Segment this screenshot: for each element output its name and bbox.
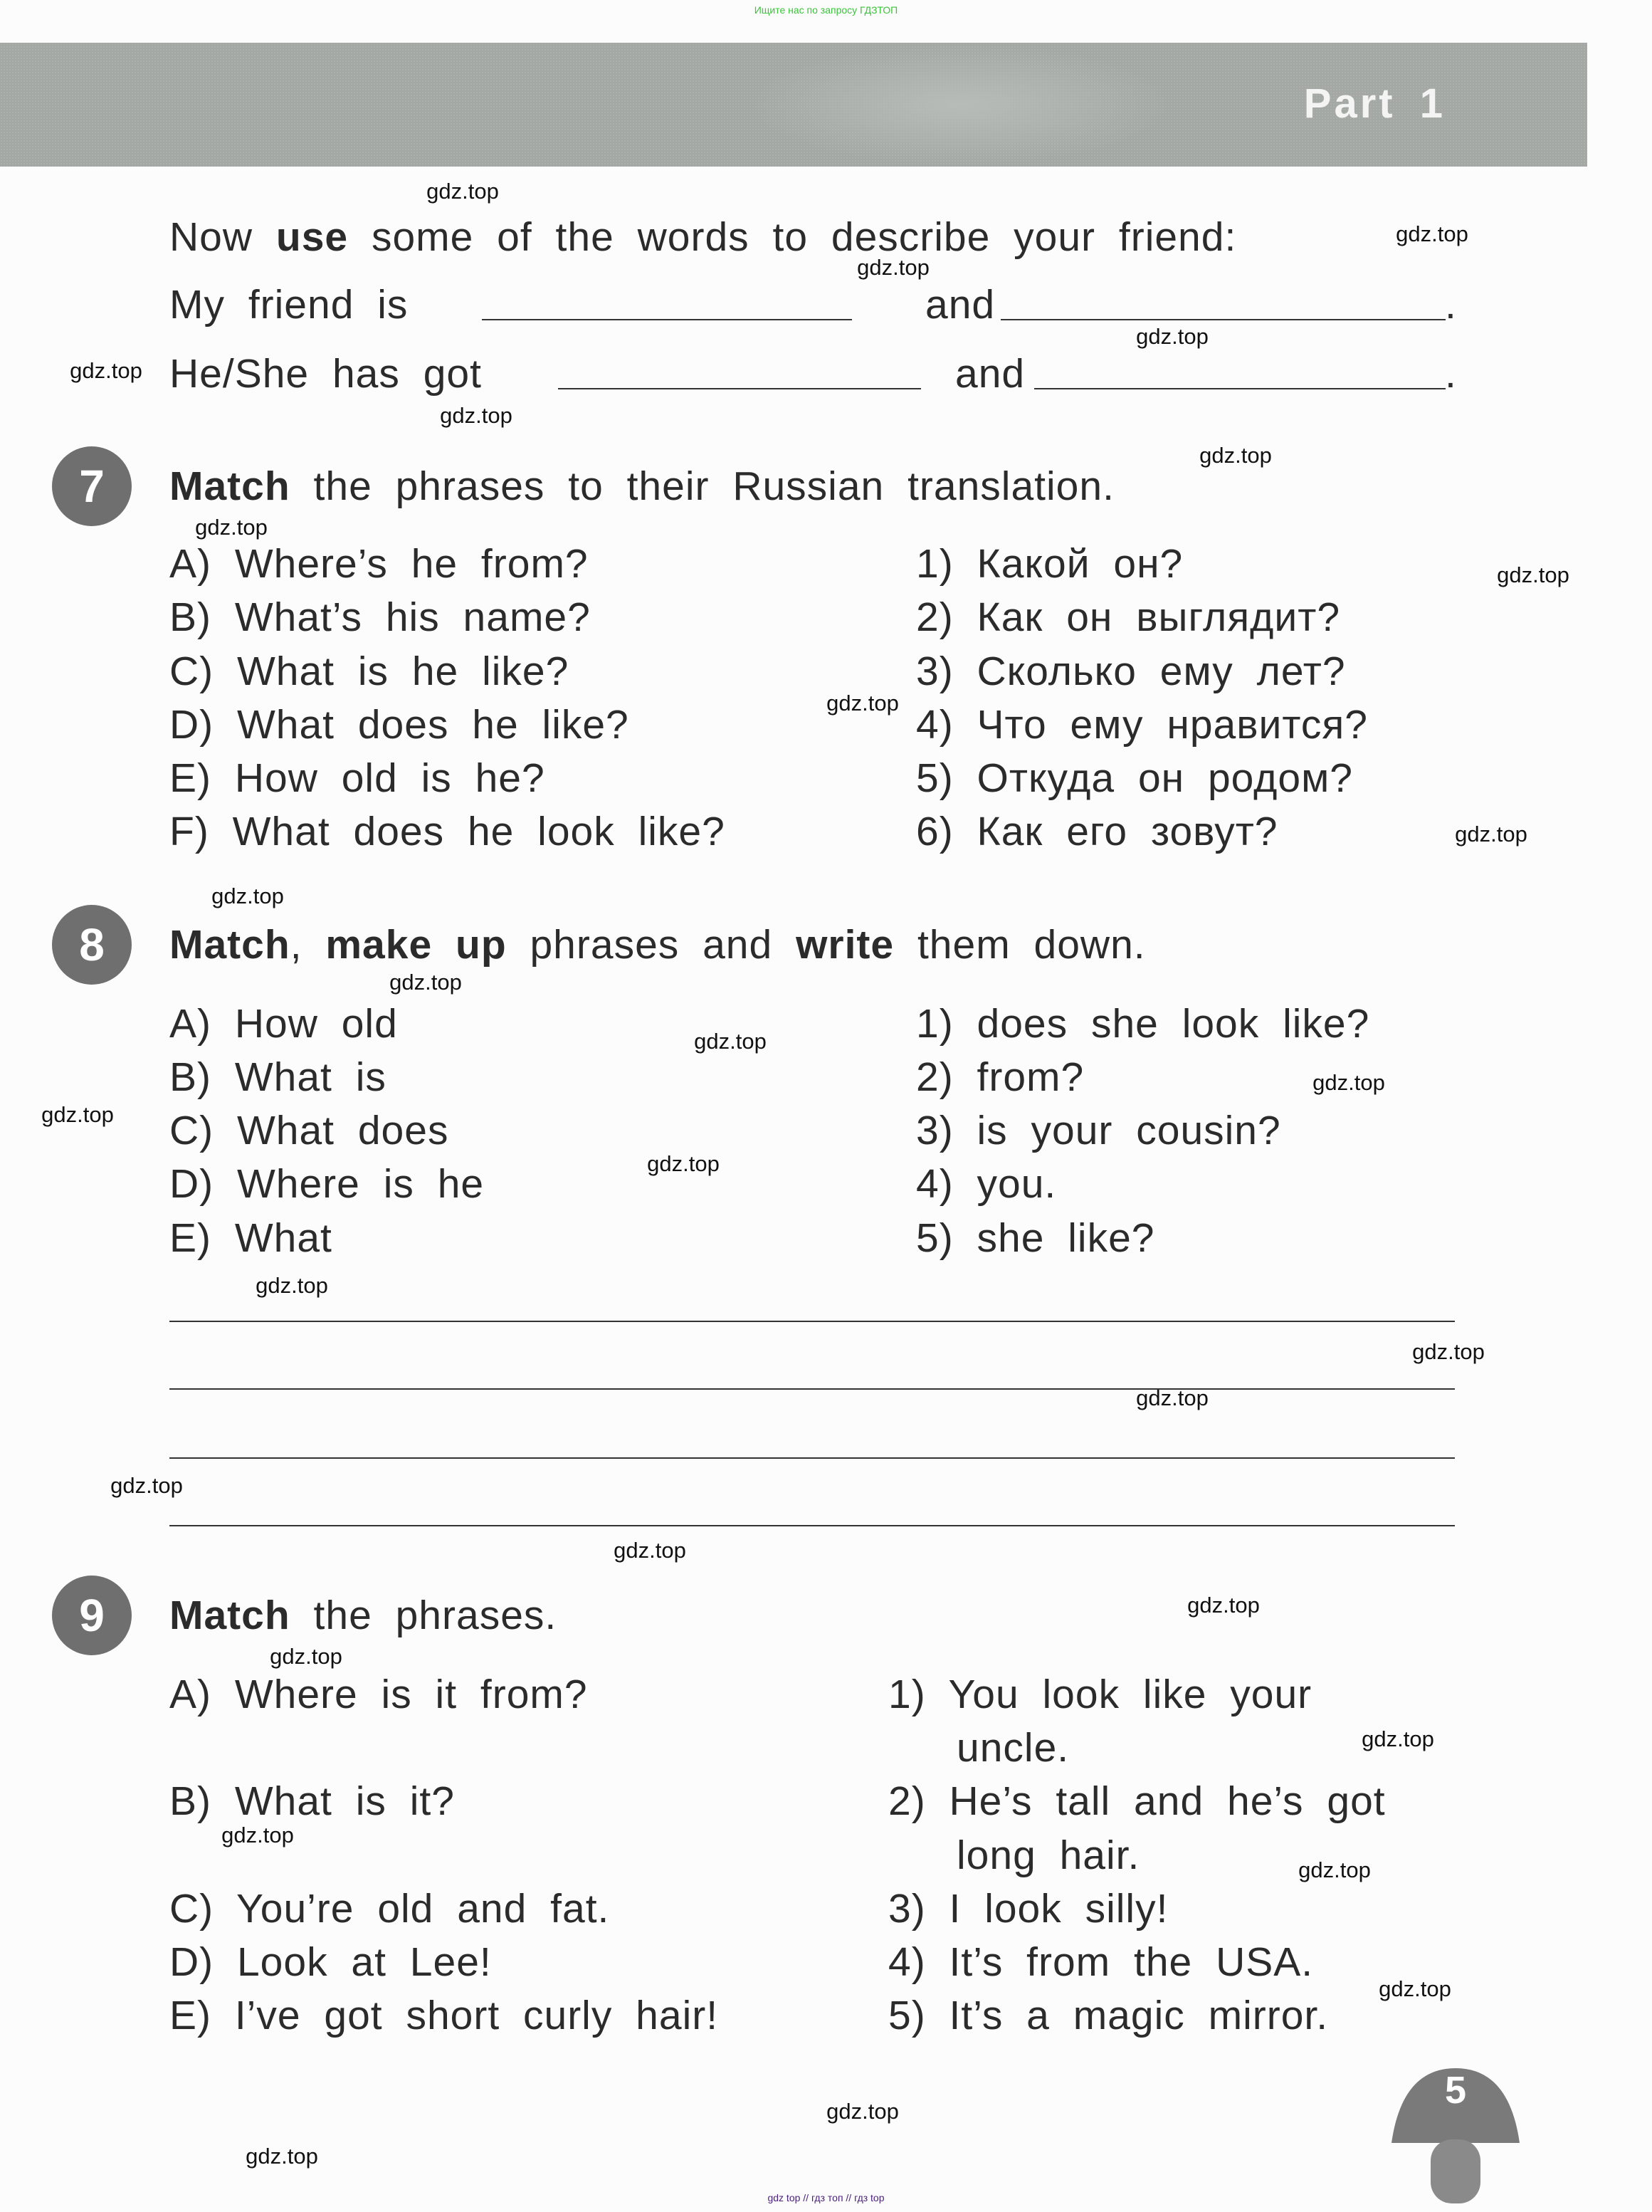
ex8-right-item: 2) from? (916, 1054, 1085, 1100)
ex8-left-item: C) What does (169, 1108, 449, 1153)
watermark: gdz.top (256, 1273, 328, 1298)
watermark: gdz.top (1412, 1339, 1485, 1364)
text: the phrases to their Russian translation. (313, 463, 1115, 509)
bold-text: use (275, 214, 349, 260)
ex9-left-item: C) You’re old and fat. (169, 1886, 610, 1931)
ex9-left-item: D) Look at Lee! (169, 1939, 492, 1985)
watermark: gdz.top (614, 1538, 686, 1563)
writing-line[interactable] (169, 1525, 1455, 1526)
blank-4[interactable] (1034, 388, 1446, 389)
exercise-9-number: 9 (52, 1576, 132, 1655)
ex8-left-item: A) How old (169, 1001, 398, 1047)
ex9-right-item: 4) It’s from the USA. (888, 1939, 1314, 1985)
watermark: gdz.top (647, 1151, 720, 1176)
bold-text: Match (169, 463, 290, 509)
exercise-8-number: 8 (52, 905, 132, 985)
ex9-right-item-cont: long hair. (957, 1833, 1140, 1878)
watermark: gdz.top (1455, 822, 1527, 846)
ex8-left-item: B) What is (169, 1054, 386, 1100)
blank-1[interactable] (482, 319, 852, 320)
watermark: gdz.top (857, 255, 930, 280)
describe-instruction (169, 214, 1236, 261)
ex7-right-item: 6) Как его зовут? (916, 809, 1278, 854)
writing-line[interactable] (169, 1388, 1455, 1390)
ex9-right-item: 1) You look like your (888, 1672, 1312, 1717)
ex8-right-item: 1) does she look like? (916, 1001, 1370, 1047)
exercise-7-number: 7 (52, 446, 132, 526)
bottom-note: gdz top // гдз топ // гдз top (767, 2192, 885, 2203)
period: . (1445, 351, 1457, 397)
watermark: gdz.top (389, 970, 462, 995)
watermark: gdz.top (1136, 324, 1209, 349)
ex9-right-item: 2) He’s tall and he’s got (888, 1778, 1386, 1824)
ex7-left-item: B) What’s his name? (169, 594, 591, 640)
and-label: and (955, 351, 1026, 397)
watermark: gdz.top (1312, 1070, 1385, 1095)
ex8-right-item: 3) is your cousin? (916, 1108, 1281, 1153)
text: some of the words to describe your friend: (371, 214, 1237, 260)
watermark: gdz.top (246, 2144, 318, 2169)
text: phrases and (530, 922, 773, 968)
page-number: 5 (1444, 2069, 1467, 2112)
watermark: gdz.top (1396, 221, 1468, 246)
ex7-left-item: A) Where’s he from? (169, 541, 589, 587)
part-label: Part 1 (1303, 80, 1446, 127)
text: them down. (917, 922, 1146, 968)
ex9-left-item: B) What is it? (169, 1778, 455, 1824)
watermark: gdz.top (440, 403, 512, 428)
ex7-right-item: 1) Какой он? (916, 541, 1184, 587)
exercise-9-title (169, 1592, 557, 1639)
text: the phrases. (313, 1593, 557, 1638)
ex7-right-item: 3) Сколько ему лет? (916, 649, 1346, 694)
exercise-8-title (169, 921, 1146, 968)
watermark: gdz.top (1379, 1976, 1451, 2001)
bold-text: write (796, 922, 895, 968)
ex9-right-item: 5) It’s a magic mirror. (888, 1993, 1329, 2038)
ex9-left-item: A) Where is it from? (169, 1672, 588, 1717)
header-star-decoration (747, 43, 1174, 167)
ex7-left-item: E) How old is he? (169, 755, 545, 801)
ex7-right-item: 5) Откуда он родом? (916, 755, 1353, 801)
watermark: gdz.top (1199, 443, 1272, 468)
watermark: gdz.top (221, 1823, 294, 1847)
watermark: gdz.top (41, 1102, 114, 1127)
writing-line[interactable] (169, 1457, 1455, 1459)
watermark: gdz.top (1362, 1726, 1434, 1751)
bold-text: make up (325, 922, 507, 968)
and-label: and (925, 282, 996, 327)
bold-text: Match (169, 1593, 290, 1638)
ex8-left-item: E) What (169, 1215, 332, 1261)
ex9-right-item: 3) I look silly! (888, 1886, 1169, 1931)
ex7-right-item: 2) Как он выглядит? (916, 594, 1341, 640)
watermark: gdz.top (826, 2099, 899, 2124)
watermark: gdz.top (826, 691, 899, 716)
watermark: gdz.top (1136, 1385, 1209, 1410)
ex8-right-item: 5) she like? (916, 1215, 1155, 1261)
blank-3[interactable] (558, 388, 921, 389)
ex9-right-item-cont: uncle. (957, 1725, 1070, 1771)
watermark: gdz.top (1298, 1857, 1371, 1882)
describe-line-2-label: My friend is (169, 282, 409, 327)
blank-2[interactable] (1001, 319, 1446, 320)
ex7-right-item: 4) Что ему нравится? (916, 702, 1368, 748)
watermark: gdz.top (211, 884, 284, 908)
watermark: gdz.top (426, 179, 499, 204)
top-search-note: Ищите нас по запросу ГДЗТОП (754, 4, 898, 16)
ex7-left-item: D) What does he like? (169, 702, 629, 748)
watermark: gdz.top (195, 515, 268, 540)
period: . (1445, 282, 1457, 327)
text: , (290, 922, 302, 968)
writing-line[interactable] (169, 1321, 1455, 1322)
text: Now (169, 214, 253, 260)
ex7-left-item: C) What is he like? (169, 649, 569, 694)
exercise-7-title (169, 463, 1115, 510)
ex8-right-item: 4) you. (916, 1161, 1057, 1207)
watermark: gdz.top (270, 1644, 342, 1669)
watermark: gdz.top (110, 1473, 183, 1498)
watermark: gdz.top (694, 1029, 767, 1054)
bold-text: Match (169, 922, 290, 968)
watermark: gdz.top (70, 358, 142, 383)
ex7-left-item: F) What does he look like? (169, 809, 725, 854)
ex8-left-item: D) Where is he (169, 1161, 485, 1207)
describe-line-3-label: He/She has got (169, 351, 482, 397)
ex9-left-item: E) I’ve got short curly hair! (169, 1993, 719, 2038)
watermark: gdz.top (1497, 562, 1569, 587)
watermark: gdz.top (1187, 1593, 1260, 1618)
